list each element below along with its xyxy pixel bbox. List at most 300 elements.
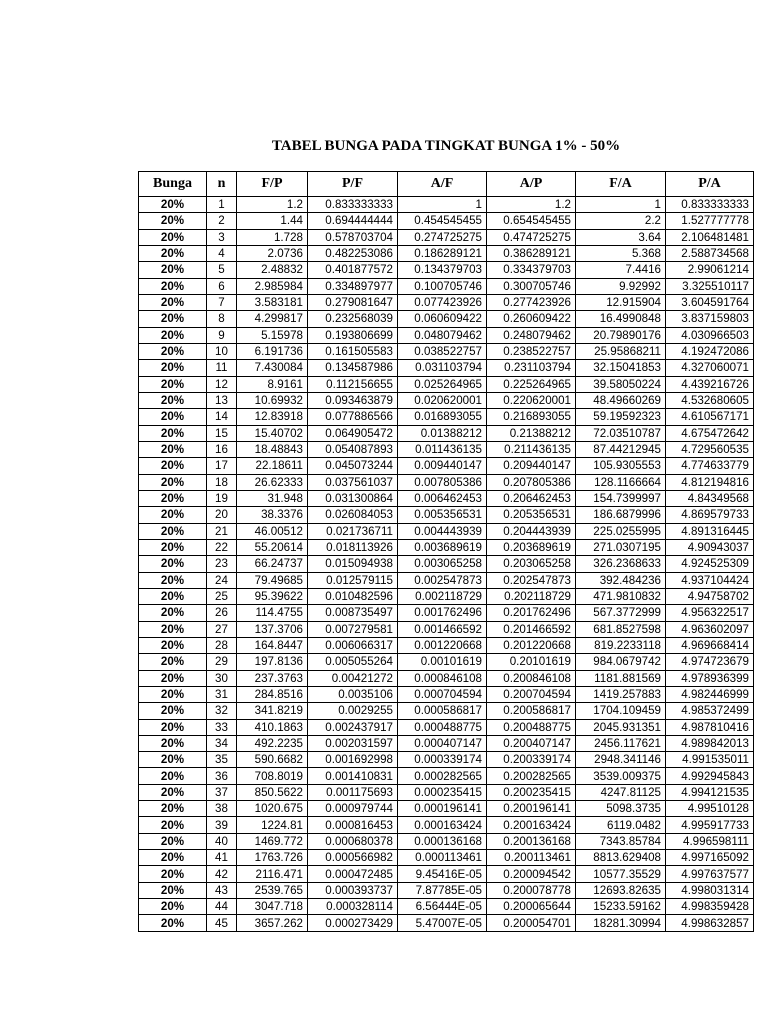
cell-af: 0.454545455 bbox=[398, 213, 487, 229]
table-row bbox=[139, 670, 754, 686]
cell-pf: 0.010482596 bbox=[308, 588, 398, 604]
cell-ap: 0.200078778 bbox=[487, 882, 576, 898]
cell-fa: 1419.257883 bbox=[576, 686, 666, 702]
cell-n: 13 bbox=[207, 392, 237, 408]
cell-pa: 4.891316445 bbox=[666, 523, 754, 539]
cell-fa: 8813.629408 bbox=[576, 850, 666, 866]
cell-pa: 2.106481481 bbox=[666, 229, 754, 245]
cell-pf: 0.000472485 bbox=[308, 866, 398, 882]
cell-pa: 4.675472642 bbox=[666, 425, 754, 441]
cell-fa: 7.4416 bbox=[576, 262, 666, 278]
cell-bunga: 20% bbox=[139, 392, 207, 408]
cell-n: 6 bbox=[207, 278, 237, 294]
cell-af: 0.000407147 bbox=[398, 735, 487, 751]
cell-n: 33 bbox=[207, 719, 237, 735]
cell-n: 27 bbox=[207, 621, 237, 637]
cell-af: 0.009440147 bbox=[398, 458, 487, 474]
table-row bbox=[139, 458, 754, 474]
table-row bbox=[139, 507, 754, 523]
cell-pf: 0.008735497 bbox=[308, 605, 398, 621]
table-row bbox=[139, 637, 754, 653]
cell-pa: 4.997637577 bbox=[666, 866, 754, 882]
cell-n: 35 bbox=[207, 752, 237, 768]
cell-pa: 4.995917733 bbox=[666, 817, 754, 833]
cell-af: 0.005356531 bbox=[398, 507, 487, 523]
cell-n: 37 bbox=[207, 784, 237, 800]
cell-fp: 5.15978 bbox=[237, 327, 308, 343]
cell-pf: 0.279081647 bbox=[308, 294, 398, 310]
cell-fa: 59.19592323 bbox=[576, 409, 666, 425]
cell-ap: 0.200407147 bbox=[487, 735, 576, 751]
cell-ap: 0.201762496 bbox=[487, 605, 576, 621]
cell-fa: 4247.81125 bbox=[576, 784, 666, 800]
cell-fa: 1181.881569 bbox=[576, 670, 666, 686]
column-header-fa: F/A bbox=[576, 172, 666, 197]
cell-fp: 708.8019 bbox=[237, 768, 308, 784]
cell-bunga: 20% bbox=[139, 474, 207, 490]
cell-fa: 1704.109459 bbox=[576, 703, 666, 719]
cell-pa: 4.991535011 bbox=[666, 752, 754, 768]
cell-bunga: 20% bbox=[139, 850, 207, 866]
cell-bunga: 20% bbox=[139, 539, 207, 555]
table-body bbox=[139, 197, 754, 932]
cell-n: 8 bbox=[207, 311, 237, 327]
cell-ap: 0.200704594 bbox=[487, 686, 576, 702]
cell-n: 40 bbox=[207, 833, 237, 849]
cell-n: 39 bbox=[207, 817, 237, 833]
cell-bunga: 20% bbox=[139, 735, 207, 751]
cell-ap: 0.200065644 bbox=[487, 899, 576, 915]
cell-fp: 7.430084 bbox=[237, 360, 308, 376]
cell-n: 26 bbox=[207, 605, 237, 621]
cell-n: 34 bbox=[207, 735, 237, 751]
column-header-fp: F/P bbox=[237, 172, 308, 197]
cell-ap: 0.238522757 bbox=[487, 343, 576, 359]
cell-fa: 12693.82635 bbox=[576, 882, 666, 898]
cell-af: 0.00101619 bbox=[398, 654, 487, 670]
cell-pa: 4.937104424 bbox=[666, 572, 754, 588]
cell-pa: 2.588734568 bbox=[666, 245, 754, 261]
cell-fa: 10577.35529 bbox=[576, 866, 666, 882]
column-header-ap: A/P bbox=[487, 172, 576, 197]
table-row bbox=[139, 360, 754, 376]
cell-pa: 1.527777778 bbox=[666, 213, 754, 229]
cell-fp: 410.1863 bbox=[237, 719, 308, 735]
table-row bbox=[139, 768, 754, 784]
cell-bunga: 20% bbox=[139, 899, 207, 915]
cell-bunga: 20% bbox=[139, 833, 207, 849]
cell-pf: 0.026084053 bbox=[308, 507, 398, 523]
cell-pf: 0.578703704 bbox=[308, 229, 398, 245]
cell-ap: 0.300705746 bbox=[487, 278, 576, 294]
cell-fp: 492.2235 bbox=[237, 735, 308, 751]
table-row bbox=[139, 278, 754, 294]
cell-ap: 0.206462453 bbox=[487, 490, 576, 506]
cell-af: 0.000586817 bbox=[398, 703, 487, 719]
cell-bunga: 20% bbox=[139, 490, 207, 506]
table-header-row bbox=[139, 172, 754, 197]
cell-af: 0.000113461 bbox=[398, 850, 487, 866]
cell-fp: 284.8516 bbox=[237, 686, 308, 702]
cell-ap: 0.211436135 bbox=[487, 441, 576, 457]
cell-n: 2 bbox=[207, 213, 237, 229]
cell-fp: 95.39622 bbox=[237, 588, 308, 604]
cell-pa: 4.982446999 bbox=[666, 686, 754, 702]
cell-pa: 4.989842013 bbox=[666, 735, 754, 751]
cell-pa: 4.974723679 bbox=[666, 654, 754, 670]
cell-ap: 0.201220668 bbox=[487, 637, 576, 653]
cell-bunga: 20% bbox=[139, 441, 207, 457]
cell-fp: 2.0736 bbox=[237, 245, 308, 261]
cell-pf: 0.694444444 bbox=[308, 213, 398, 229]
cell-fp: 164.8447 bbox=[237, 637, 308, 653]
cell-fa: 5098.3735 bbox=[576, 801, 666, 817]
cell-ap: 0.220620001 bbox=[487, 392, 576, 408]
cell-pf: 0.037561037 bbox=[308, 474, 398, 490]
table-row bbox=[139, 621, 754, 637]
cell-pa: 4.192472086 bbox=[666, 343, 754, 359]
table-row bbox=[139, 474, 754, 490]
cell-pa: 4.99510128 bbox=[666, 801, 754, 817]
cell-fp: 12.83918 bbox=[237, 409, 308, 425]
cell-af: 0.134379703 bbox=[398, 262, 487, 278]
cell-ap: 0.204443939 bbox=[487, 523, 576, 539]
cell-bunga: 20% bbox=[139, 882, 207, 898]
cell-ap: 0.334379703 bbox=[487, 262, 576, 278]
cell-n: 30 bbox=[207, 670, 237, 686]
cell-ap: 1.2 bbox=[487, 197, 576, 213]
cell-bunga: 20% bbox=[139, 556, 207, 572]
cell-pf: 0.232568039 bbox=[308, 311, 398, 327]
cell-n: 11 bbox=[207, 360, 237, 376]
cell-bunga: 20% bbox=[139, 621, 207, 637]
cell-fa: 20.79890176 bbox=[576, 327, 666, 343]
cell-bunga: 20% bbox=[139, 588, 207, 604]
table-row bbox=[139, 686, 754, 702]
cell-pf: 0.005055264 bbox=[308, 654, 398, 670]
cell-af: 0.000282565 bbox=[398, 768, 487, 784]
cell-fa: 12.915904 bbox=[576, 294, 666, 310]
cell-fa: 9.92992 bbox=[576, 278, 666, 294]
cell-ap: 0.202118729 bbox=[487, 588, 576, 604]
cell-bunga: 20% bbox=[139, 866, 207, 882]
table-row bbox=[139, 719, 754, 735]
cell-n: 32 bbox=[207, 703, 237, 719]
table-row bbox=[139, 654, 754, 670]
cell-n: 15 bbox=[207, 425, 237, 441]
table-row bbox=[139, 801, 754, 817]
cell-pa: 4.998632857 bbox=[666, 915, 754, 931]
cell-ap: 0.203065258 bbox=[487, 556, 576, 572]
cell-ap: 0.386289121 bbox=[487, 245, 576, 261]
cell-af: 9.45416E-05 bbox=[398, 866, 487, 882]
cell-ap: 0.654545455 bbox=[487, 213, 576, 229]
cell-n: 19 bbox=[207, 490, 237, 506]
cell-bunga: 20% bbox=[139, 572, 207, 588]
cell-fa: 3.64 bbox=[576, 229, 666, 245]
interest-table bbox=[138, 171, 754, 932]
cell-fa: 471.9810832 bbox=[576, 588, 666, 604]
cell-ap: 0.209440147 bbox=[487, 458, 576, 474]
cell-ap: 0.200282565 bbox=[487, 768, 576, 784]
cell-fa: 1 bbox=[576, 197, 666, 213]
cell-bunga: 20% bbox=[139, 670, 207, 686]
cell-af: 0.000163424 bbox=[398, 817, 487, 833]
table-row bbox=[139, 784, 754, 800]
cell-fa: 48.49660269 bbox=[576, 392, 666, 408]
cell-fp: 237.3763 bbox=[237, 670, 308, 686]
cell-n: 4 bbox=[207, 245, 237, 261]
cell-n: 12 bbox=[207, 376, 237, 392]
cell-fa: 2.2 bbox=[576, 213, 666, 229]
cell-af: 0.003065258 bbox=[398, 556, 487, 572]
cell-fa: 984.0679742 bbox=[576, 654, 666, 670]
cell-pf: 0.401877572 bbox=[308, 262, 398, 278]
cell-bunga: 20% bbox=[139, 197, 207, 213]
table-row bbox=[139, 376, 754, 392]
cell-pf: 0.031300864 bbox=[308, 490, 398, 506]
cell-fp: 850.5622 bbox=[237, 784, 308, 800]
table-row bbox=[139, 899, 754, 915]
table-row bbox=[139, 703, 754, 719]
cell-af: 0.003689619 bbox=[398, 539, 487, 555]
cell-n: 45 bbox=[207, 915, 237, 931]
cell-bunga: 20% bbox=[139, 768, 207, 784]
cell-n: 23 bbox=[207, 556, 237, 572]
cell-pf: 0.000680378 bbox=[308, 833, 398, 849]
cell-pa: 4.90943037 bbox=[666, 539, 754, 555]
cell-pa: 4.869579733 bbox=[666, 507, 754, 523]
cell-fa: 15233.59162 bbox=[576, 899, 666, 915]
cell-fp: 1.2 bbox=[237, 197, 308, 213]
cell-bunga: 20% bbox=[139, 817, 207, 833]
table-row bbox=[139, 441, 754, 457]
cell-fp: 1224.81 bbox=[237, 817, 308, 833]
cell-ap: 0.200235415 bbox=[487, 784, 576, 800]
cell-pf: 0.093463879 bbox=[308, 392, 398, 408]
cell-fp: 26.62333 bbox=[237, 474, 308, 490]
cell-fp: 4.299817 bbox=[237, 311, 308, 327]
table-row bbox=[139, 866, 754, 882]
cell-n: 14 bbox=[207, 409, 237, 425]
cell-pa: 3.604591764 bbox=[666, 294, 754, 310]
cell-fa: 567.3772999 bbox=[576, 605, 666, 621]
cell-af: 0.038522757 bbox=[398, 343, 487, 359]
cell-pa: 4.84349568 bbox=[666, 490, 754, 506]
cell-ap: 0.201466592 bbox=[487, 621, 576, 637]
table-row bbox=[139, 490, 754, 506]
cell-fa: 819.2233118 bbox=[576, 637, 666, 653]
cell-af: 0.001762496 bbox=[398, 605, 487, 621]
cell-pf: 0.000273429 bbox=[308, 915, 398, 931]
cell-bunga: 20% bbox=[139, 915, 207, 931]
cell-af: 0.025264965 bbox=[398, 376, 487, 392]
cell-pa: 4.987810416 bbox=[666, 719, 754, 735]
cell-ap: 0.200586817 bbox=[487, 703, 576, 719]
cell-pa: 4.610567171 bbox=[666, 409, 754, 425]
cell-af: 0.002547873 bbox=[398, 572, 487, 588]
cell-ap: 0.200136168 bbox=[487, 833, 576, 849]
cell-n: 16 bbox=[207, 441, 237, 457]
cell-pf: 0.112156655 bbox=[308, 376, 398, 392]
cell-fa: 39.58050224 bbox=[576, 376, 666, 392]
column-header-af: A/F bbox=[398, 172, 487, 197]
cell-n: 5 bbox=[207, 262, 237, 278]
cell-pf: 0.001692998 bbox=[308, 752, 398, 768]
cell-af: 0.060609422 bbox=[398, 311, 487, 327]
cell-af: 0.274725275 bbox=[398, 229, 487, 245]
cell-fa: 18281.30994 bbox=[576, 915, 666, 931]
cell-af: 0.077423926 bbox=[398, 294, 487, 310]
cell-pa: 4.992945843 bbox=[666, 768, 754, 784]
cell-fp: 10.69932 bbox=[237, 392, 308, 408]
cell-fp: 2.985984 bbox=[237, 278, 308, 294]
cell-fa: 6119.0482 bbox=[576, 817, 666, 833]
cell-n: 24 bbox=[207, 572, 237, 588]
table-row bbox=[139, 327, 754, 343]
cell-n: 1 bbox=[207, 197, 237, 213]
cell-bunga: 20% bbox=[139, 213, 207, 229]
cell-bunga: 20% bbox=[139, 425, 207, 441]
cell-n: 44 bbox=[207, 899, 237, 915]
cell-bunga: 20% bbox=[139, 311, 207, 327]
table-row bbox=[139, 752, 754, 768]
cell-fa: 681.8527598 bbox=[576, 621, 666, 637]
cell-pa: 4.998359428 bbox=[666, 899, 754, 915]
cell-fa: 16.4990848 bbox=[576, 311, 666, 327]
cell-ap: 0.200163424 bbox=[487, 817, 576, 833]
cell-af: 0.004443939 bbox=[398, 523, 487, 539]
cell-fp: 18.48843 bbox=[237, 441, 308, 457]
cell-fp: 1.728 bbox=[237, 229, 308, 245]
cell-pf: 0.007279581 bbox=[308, 621, 398, 637]
cell-ap: 0.260609422 bbox=[487, 311, 576, 327]
cell-ap: 0.200054701 bbox=[487, 915, 576, 931]
cell-bunga: 20% bbox=[139, 327, 207, 343]
page-title: TABEL BUNGA PADA TINGKAT BUNGA 1% - 50% bbox=[271, 138, 621, 154]
cell-fa: 392.484236 bbox=[576, 572, 666, 588]
table-row bbox=[139, 833, 754, 849]
cell-ap: 0.200196141 bbox=[487, 801, 576, 817]
cell-pf: 0.482253086 bbox=[308, 245, 398, 261]
cell-fp: 1469.772 bbox=[237, 833, 308, 849]
column-header-pa: P/A bbox=[666, 172, 754, 197]
cell-af: 0.020620001 bbox=[398, 392, 487, 408]
cell-bunga: 20% bbox=[139, 686, 207, 702]
cell-fa: 225.0255995 bbox=[576, 523, 666, 539]
cell-ap: 0.248079462 bbox=[487, 327, 576, 343]
cell-af: 0.001466592 bbox=[398, 621, 487, 637]
cell-pf: 0.001175693 bbox=[308, 784, 398, 800]
cell-af: 0.000196141 bbox=[398, 801, 487, 817]
cell-af: 0.001220668 bbox=[398, 637, 487, 653]
cell-af: 0.000488775 bbox=[398, 719, 487, 735]
cell-pa: 3.325510117 bbox=[666, 278, 754, 294]
cell-af: 0.186289121 bbox=[398, 245, 487, 261]
cell-pf: 0.054087893 bbox=[308, 441, 398, 457]
cell-n: 22 bbox=[207, 539, 237, 555]
cell-n: 25 bbox=[207, 588, 237, 604]
cell-pa: 4.963602097 bbox=[666, 621, 754, 637]
cell-bunga: 20% bbox=[139, 360, 207, 376]
column-header-bunga: Bunga bbox=[139, 172, 207, 197]
cell-pa: 3.837159803 bbox=[666, 311, 754, 327]
cell-bunga: 20% bbox=[139, 637, 207, 653]
cell-af: 5.47007E-05 bbox=[398, 915, 487, 931]
cell-pf: 0.000566982 bbox=[308, 850, 398, 866]
cell-fa: 25.95868211 bbox=[576, 343, 666, 359]
table-row bbox=[139, 262, 754, 278]
cell-fp: 15.40702 bbox=[237, 425, 308, 441]
cell-fp: 341.8219 bbox=[237, 703, 308, 719]
cell-bunga: 20% bbox=[139, 458, 207, 474]
cell-bunga: 20% bbox=[139, 507, 207, 523]
cell-bunga: 20% bbox=[139, 278, 207, 294]
cell-pa: 4.812194816 bbox=[666, 474, 754, 490]
cell-n: 38 bbox=[207, 801, 237, 817]
cell-pa: 4.956322517 bbox=[666, 605, 754, 621]
cell-pa: 0.833333333 bbox=[666, 197, 754, 213]
cell-pa: 4.030966503 bbox=[666, 327, 754, 343]
cell-fa: 128.1166664 bbox=[576, 474, 666, 490]
column-header-n: n bbox=[207, 172, 237, 197]
cell-pf: 0.077886566 bbox=[308, 409, 398, 425]
cell-n: 41 bbox=[207, 850, 237, 866]
cell-fp: 2116.471 bbox=[237, 866, 308, 882]
cell-pf: 0.012579115 bbox=[308, 572, 398, 588]
cell-pa: 4.94758702 bbox=[666, 588, 754, 604]
cell-pf: 0.161505583 bbox=[308, 343, 398, 359]
cell-fa: 2948.341146 bbox=[576, 752, 666, 768]
table-row bbox=[139, 572, 754, 588]
cell-pa: 4.978936399 bbox=[666, 670, 754, 686]
table-row bbox=[139, 229, 754, 245]
cell-fa: 271.0307195 bbox=[576, 539, 666, 555]
cell-fa: 105.9305553 bbox=[576, 458, 666, 474]
cell-fp: 114.4755 bbox=[237, 605, 308, 621]
table-row bbox=[139, 392, 754, 408]
cell-af: 6.56444E-05 bbox=[398, 899, 487, 915]
cell-ap: 0.474725275 bbox=[487, 229, 576, 245]
cell-af: 0.007805386 bbox=[398, 474, 487, 490]
cell-af: 0.000846108 bbox=[398, 670, 487, 686]
cell-ap: 0.231103794 bbox=[487, 360, 576, 376]
cell-af: 0.048079462 bbox=[398, 327, 487, 343]
cell-fa: 32.15041853 bbox=[576, 360, 666, 376]
table-row bbox=[139, 425, 754, 441]
cell-fa: 2456.117621 bbox=[576, 735, 666, 751]
cell-n: 28 bbox=[207, 637, 237, 653]
cell-fa: 7343.85784 bbox=[576, 833, 666, 849]
cell-bunga: 20% bbox=[139, 654, 207, 670]
cell-pf: 0.000979744 bbox=[308, 801, 398, 817]
cell-pf: 0.001410831 bbox=[308, 768, 398, 784]
table-row bbox=[139, 245, 754, 261]
cell-n: 29 bbox=[207, 654, 237, 670]
table-row bbox=[139, 588, 754, 604]
cell-pa: 4.532680605 bbox=[666, 392, 754, 408]
cell-bunga: 20% bbox=[139, 703, 207, 719]
cell-fp: 590.6682 bbox=[237, 752, 308, 768]
cell-pa: 4.997165092 bbox=[666, 850, 754, 866]
cell-ap: 0.216893055 bbox=[487, 409, 576, 425]
cell-bunga: 20% bbox=[139, 262, 207, 278]
cell-bunga: 20% bbox=[139, 245, 207, 261]
cell-bunga: 20% bbox=[139, 719, 207, 735]
table-row bbox=[139, 409, 754, 425]
cell-ap: 0.202547873 bbox=[487, 572, 576, 588]
cell-fp: 1020.675 bbox=[237, 801, 308, 817]
